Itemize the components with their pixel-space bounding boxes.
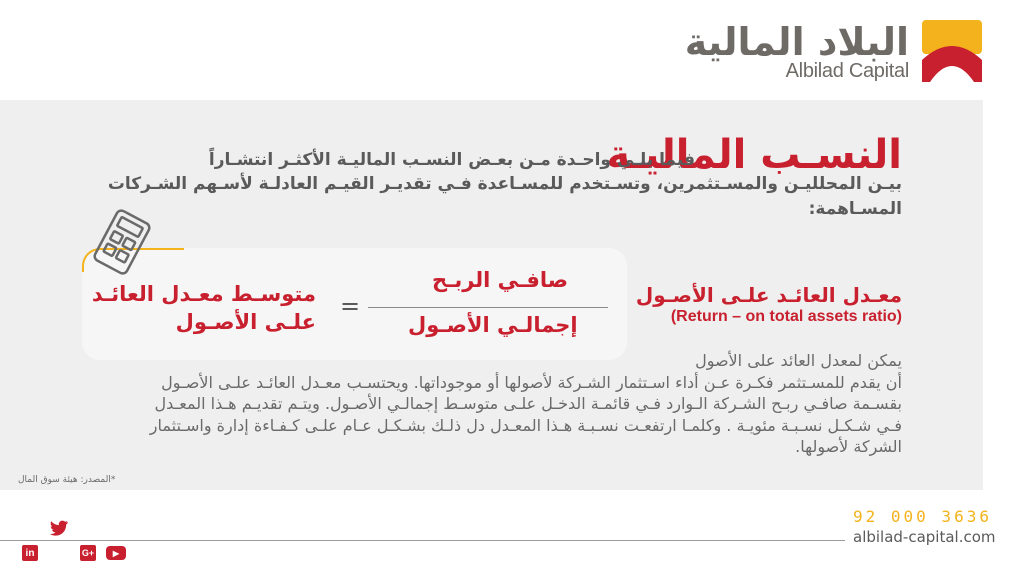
- intro-line-3: المسـاهمة:: [808, 199, 902, 219]
- page-title: النسـب الماليـة: [606, 132, 902, 178]
- website-link[interactable]: albilad-capital.com: [853, 528, 996, 546]
- header: [0, 0, 1024, 100]
- calculator-icon: [88, 208, 156, 276]
- twitter-icon[interactable]: [50, 520, 68, 536]
- phone-number[interactable]: 92 000 3636: [853, 507, 992, 526]
- ratio-name-arabic: معـدل العائـد علـى الأصـول: [635, 283, 902, 307]
- description-line: أن يقدم للمسـتثمر فكـرة عـن أداء اسـتثمار الشـركة لأصولها أو موجوداتها. ويحتسـب معـدل العائـد علـى الأصـول: [161, 372, 902, 392]
- formula-denominator: إجمالـي الأصـول: [408, 313, 578, 337]
- formula-lhs-line-2: علـى الأصـول: [175, 310, 316, 334]
- footer-divider: [0, 540, 845, 541]
- googleplus-icon[interactable]: G+: [80, 545, 96, 561]
- formula-numerator: صافـي الربـح: [432, 268, 569, 292]
- ratio-name-english: (Return – on total assets ratio): [670, 308, 902, 325]
- description-line: يمكن لمعدل العائد على الأصول: [695, 351, 902, 370]
- youtube-icon[interactable]: ▶: [106, 546, 126, 560]
- description-line: الشركة لأصولها.: [795, 437, 902, 456]
- intro-line-1: فيما يلـي واحـدة مـن بعـض النسـب الماليـة الأكثـر انتشـاراً: [208, 150, 695, 170]
- intro-line-2: بيـن المحلليـن والمسـتثمرين، وتسـتخدم للمسـاعدة فـي تقديـر القيـم العادلـة لأسـهم الشـركات: [107, 174, 902, 194]
- formula-lhs-line-1: متوسـط معـدل العائـد: [91, 282, 316, 306]
- logo-english-name: Albilad Capital: [785, 60, 909, 82]
- description-line: فـي شـكـل نسـبـة مئويـة . وكلمـا ارتفعـت نسـبـة هـذا المعـدل دل ذلـك بشـكـل عـام علـى كـفـاءة إدارة واسـتثمار: [149, 415, 902, 435]
- fraction-bar: [368, 307, 608, 308]
- equals-sign: =: [340, 292, 361, 320]
- description-paragraph: [102, 350, 902, 458]
- description-line: بقسـمة صافـي ربـح الشـركة الـوارد فـي قائمـة الدخـل علـى متوسـط إجمالـي الأصـول. ويتـم تقديـم هـذا المعـدل: [154, 394, 902, 413]
- source-note: *المصدر: هيئة سوق المال: [18, 475, 116, 485]
- logo-arabic-name: البلاد المالية: [684, 20, 909, 64]
- linkedin-icon[interactable]: in: [22, 545, 38, 561]
- albilad-logo-icon: [922, 20, 982, 82]
